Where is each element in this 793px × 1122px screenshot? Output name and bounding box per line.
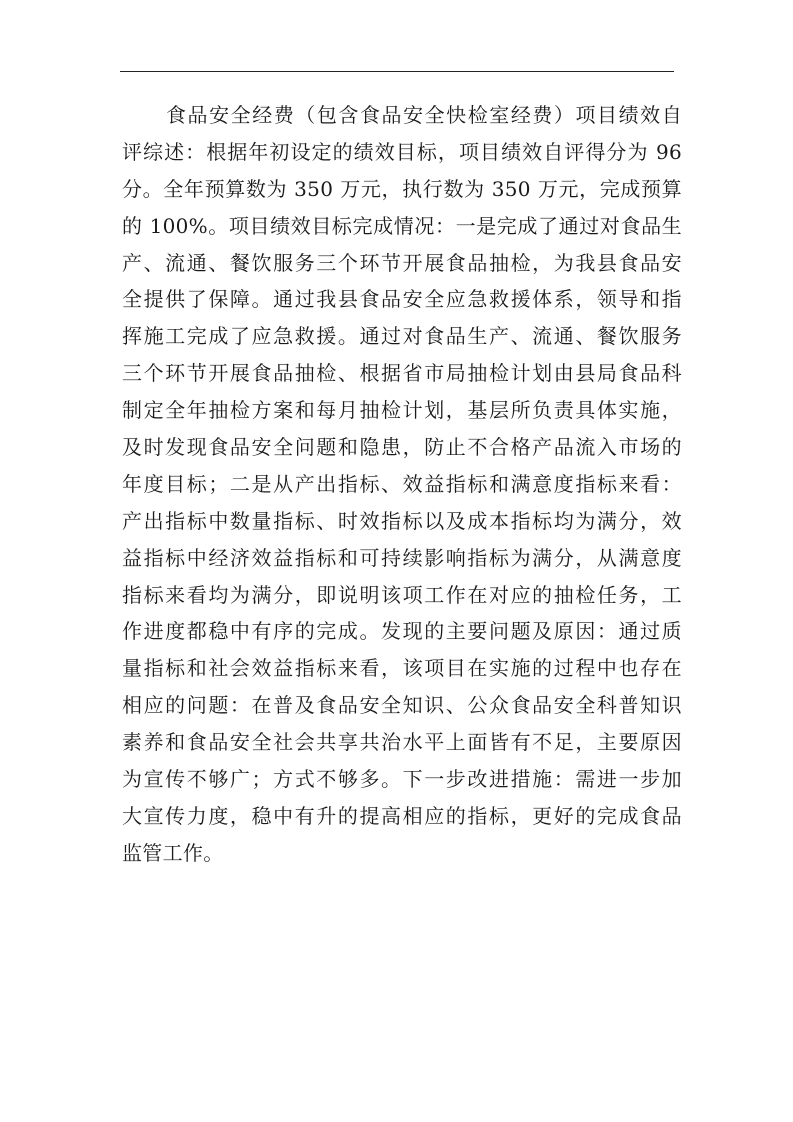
paragraph-line: 评综述：根据年初设定的绩效目标，项目绩效自评得分为 96 [122, 139, 682, 164]
paragraph-line: 为宣传不够广；方式不够多。下一步改进措施：需进一步加 [122, 767, 682, 792]
paragraph-line: 产、流通、餐饮服务三个环节开展食品抽检，为我县食品安 [122, 250, 682, 275]
paragraph-line: 相应的问题：在普及食品安全知识、公众食品安全科普知识 [122, 693, 682, 718]
paragraph-line: 三个环节开展食品抽检、根据省市局抽检计划由县局食品科 [122, 361, 682, 386]
paragraph-line: 年度目标；二是从产出指标、效益指标和满意度指标来看： [122, 471, 682, 496]
paragraph-line: 益指标中经济效益指标和可持续影响指标为满分，从满意度 [122, 545, 682, 570]
performance-summary-paragraph [122, 97, 682, 872]
paragraph-line: 大宣传力度，稳中有升的提高相应的指标，更好的完成食品 [122, 803, 682, 828]
paragraph-line: 及时发现食品安全问题和隐患，防止不合格产品流入市场的 [122, 435, 682, 460]
paragraph-line: 产出指标中数量指标、时效指标以及成本指标均为满分，效 [122, 508, 682, 533]
paragraph-line: 分。全年预算数为 350 万元，执行数为 350 万元，完成预算 [122, 176, 682, 201]
paragraph-line: 挥施工完成了应急救援。通过对食品生产、流通、餐饮服务 [122, 324, 682, 349]
paragraph-line: 食品安全经费（包含食品安全快检室经费）项目绩效自 [166, 103, 682, 127]
paragraph-line: 指标来看均为满分，即说明该项工作在对应的抽检任务，工 [122, 582, 682, 607]
paragraph-line: 量指标和社会效益指标来看，该项目在实施的过程中也存在 [122, 656, 682, 681]
paragraph-line: 监管工作。 [122, 840, 224, 865]
paragraph-line: 素养和食品安全社会共享共治水平上面皆有不足，主要原因 [122, 730, 682, 755]
header-rule [120, 71, 674, 72]
paragraph-line: 全提供了保障。通过我县食品安全应急救援体系，领导和指 [122, 287, 682, 312]
paragraph-line: 的 100%。项目绩效目标完成情况：一是完成了通过对食品生 [122, 213, 682, 238]
paragraph-line: 作进度都稳中有序的完成。发现的主要问题及原因：通过质 [122, 619, 682, 644]
paragraph-line: 制定全年抽检方案和每月抽检计划，基层所负责具体实施， [122, 398, 682, 423]
